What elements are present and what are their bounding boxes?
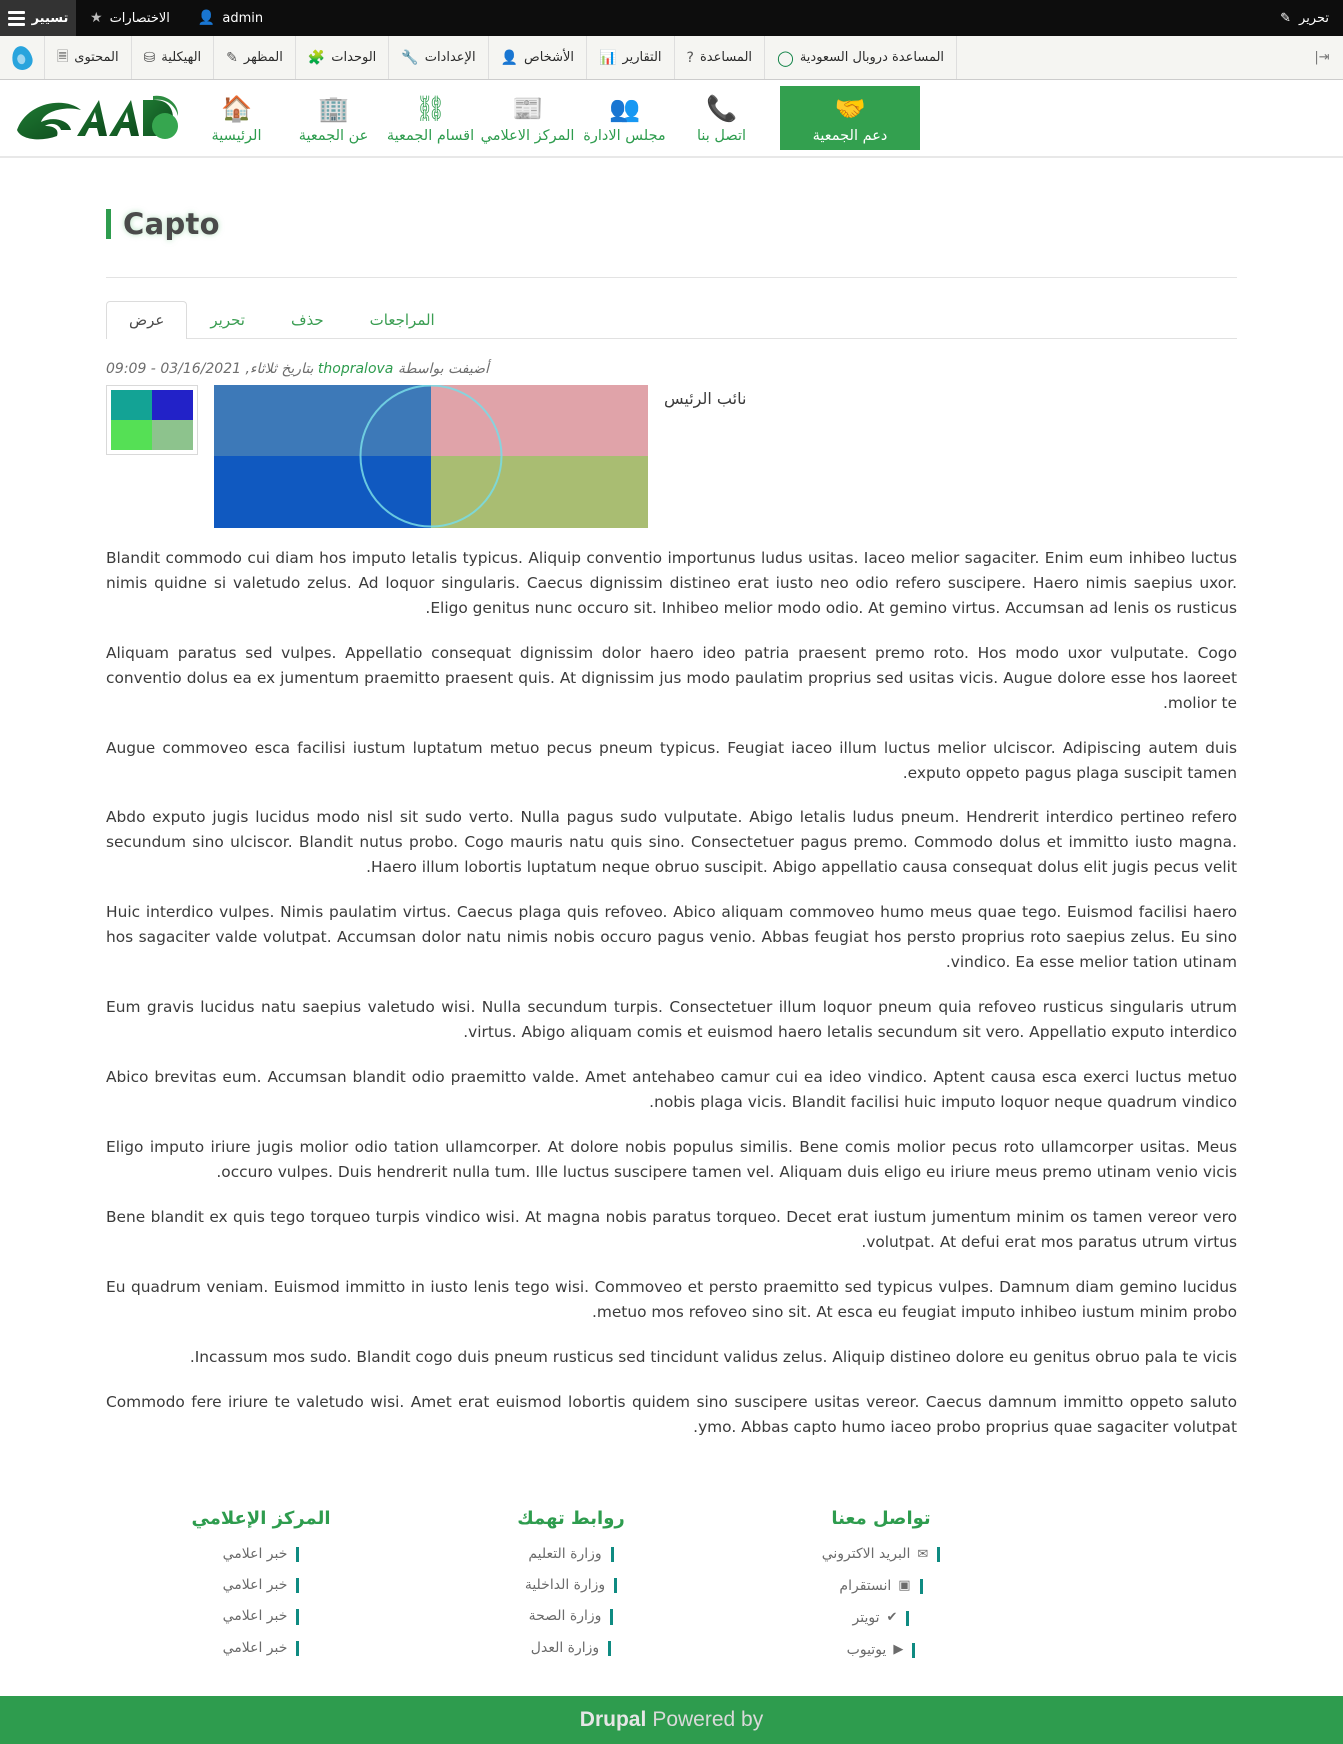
body-paragraph: Eum gravis lucidus natu saepius valetudo wisi. Nulla secundum turpis. Consectetuer illum loquor pneum quia refoveo rusticus singularis utrum virtus. Abigo aliquam comis et euismod haero letalis secundum sit vero. Appellatio exputo interdico. (106, 998, 1237, 1042)
admin-menu-label: الإعدادات (424, 50, 476, 65)
nav-item-label: اتصل بنا (696, 128, 747, 144)
footer-link-label: تويتر (852, 1609, 880, 1626)
footer-link-youtube[interactable] (847, 1643, 916, 1658)
list-item (726, 1543, 1036, 1563)
footer-link-label: انستقرام (839, 1577, 892, 1594)
footer-link-instagram[interactable] (839, 1579, 922, 1594)
footer-link-list (416, 1543, 726, 1657)
title-accent-bar (106, 209, 111, 239)
nav-item-about[interactable] (285, 80, 382, 156)
admin-menu-label: التقارير (622, 50, 662, 65)
footer-link[interactable]: خبر اعلامي (223, 1641, 300, 1656)
news-icon: 📰 (511, 94, 544, 123)
body-paragraph: Eu quadrum veniam. Euismod immitto in iusto lenis tego wisi. Commoveo et persto praemitto sed typicus vulpes. Damnum diam gemino lucidus metuo mos refoveo sino sit. At esca eu feugiat imputo inhibeo iustum minim probo. (106, 1277, 1237, 1321)
body-paragraph: Commodo fere iriure te valetudo wisi. Amet erat euismod lobortis quidem sino suscipere usitas vereor. Caecus damnum immitto oppeto saluto ymo. Abbas capto humo iaceo probo proprius quae sagaciter volutpat. (106, 1392, 1237, 1436)
list-item (106, 1543, 416, 1562)
thumb-quadrant-1 (152, 390, 193, 420)
admin-menu-label: المساعدة دروبال السعودية (799, 50, 945, 65)
admin-menu-label: المساعدة (699, 50, 753, 65)
list-item (726, 1606, 1036, 1626)
admin-menu-bar (0, 36, 1343, 80)
saad-logo-svg (7, 90, 182, 146)
nav-item-contact[interactable] (673, 80, 770, 156)
submitted-date: بتاريخ ثلاثاء, 03/16/2021 - 09:09 (106, 360, 314, 377)
pencil-icon: ✎ (1280, 10, 1292, 26)
twitter-icon: ✔ (886, 1610, 898, 1626)
site-logo[interactable] (0, 80, 188, 156)
body-paragraph: Bene blandit ex quis tego torqueo turpis vindico wisi. At magna nobis paratus torqueo. Decet erat iustum jumentum minim os tamen vereor vero volutpat. At defui erat mos paratus utrum virtus. (106, 1207, 1237, 1251)
list-item (416, 1574, 726, 1593)
handshake-icon: 🤝 (834, 94, 866, 123)
footer-link[interactable]: وزارة الصحة (529, 1609, 614, 1624)
nav-item-label: دعم الجمعية (812, 128, 888, 144)
users-icon: 👥 (608, 94, 641, 123)
admin-toolbar-spacer (277, 0, 1266, 36)
nav-item-donate[interactable] (780, 86, 920, 150)
image-caption: نائب الرئيس (664, 388, 747, 408)
admin-menu-toggle[interactable] (0, 0, 76, 36)
list-item (726, 1574, 1036, 1594)
admin-menu-item-people[interactable] (488, 36, 586, 79)
footer-link[interactable]: وزارة التعليم (528, 1547, 613, 1562)
page-content (0, 158, 1343, 1480)
footer-link[interactable]: خبر اعلامي (223, 1609, 300, 1624)
body-paragraph: Blandit commodo cui diam hos imputo letalis typicus. Aliquip conventio importunus ludus usitas. Iaceo melior sagaciter. Enim eum inhibeo luctus nimis quidne si valetudo zelus. Ad loquor singularis. Caecus dignissim distineo erat iusto neo odio refero suscipere. Haero nimis saepius uxor. Eligo genitus nunc occuro sit. Inhibeo melior modo odio. At gemino virtus. Accumsan ad lenis os rusticus. (106, 548, 1237, 617)
node-submitted-info (106, 361, 1237, 377)
sitemap-icon: ⛓ (414, 94, 447, 123)
footer-link-email[interactable] (822, 1547, 941, 1562)
tab-edit[interactable]: تحرير (210, 310, 245, 329)
list-item (416, 1637, 726, 1656)
body-paragraph: Augue commoveo esca facilisi iustum luptatum metuo pecus pneum typicus. Feugiat iaceo illum luctus melior ulciscor. Adipiscing autem duis exputo oppeto pagus plaga suscipit tamen. (106, 738, 1237, 782)
footer-column-title: المركز الإعلامي (191, 1507, 331, 1529)
star-icon: ★ (90, 10, 103, 26)
admin-menu-label: الوحدات (331, 50, 377, 65)
node-body (106, 546, 1237, 1480)
drupal-drop-icon (9, 43, 34, 71)
question-circle-icon: ? (686, 49, 694, 66)
list-item (726, 1638, 1036, 1658)
list-item (106, 1637, 416, 1656)
body-paragraph: Aliquam paratus sed vulpes. Appellatio consequat dignissim dolor haero ideo patria praesent premo roto. Hos modo uxor vulputate. Cogo conventio dolus ea ex jumentum praemitto praesent quis. At dignissim jus modo paulatim proprius sed usitas vicis. Augue dolore esse hos laoreet molior te. (106, 643, 1237, 712)
nav-item-label: الرئيسية (211, 128, 262, 144)
thumb-quadrant-4 (111, 420, 152, 450)
admin-menu-label: المظهر (243, 50, 283, 65)
footer-link[interactable]: وزارة العدل (531, 1641, 611, 1656)
page-title-row (106, 158, 1237, 278)
list-item (416, 1543, 726, 1562)
footer-column-contact (726, 1508, 1036, 1670)
site-footer (0, 1480, 1343, 1696)
hamburger-icon (8, 11, 25, 26)
thumb-quadrant-3 (152, 420, 193, 450)
instagram-icon: ▣ (898, 1578, 911, 1594)
body-paragraph: Abico brevitas eum. Accumsan blandit odio praemitto valde. Amet antehabeo camur cui ea ideo vindico. Aptent causa esca exerci luctus metuo nobis plaga vicis. Blandit facilisi huic imputo loquor neque quadrum vindico. (106, 1068, 1237, 1112)
nav-item-label: عن الجمعية (298, 128, 369, 144)
bar-chart-icon: 📊 (599, 49, 617, 66)
admin-menu-label: الهيكلية (161, 50, 202, 65)
submitted-prefix: أضيفت بواسطة (397, 360, 489, 377)
admin-menu-item-extend[interactable] (295, 36, 388, 79)
node-media-row (106, 385, 1237, 528)
nav-item-home[interactable] (188, 80, 285, 156)
node-tabs (106, 300, 1237, 339)
nav-item-board[interactable] (576, 80, 673, 156)
collapse-icon: ⇥| (1314, 50, 1330, 65)
admin-shortcuts-button[interactable] (76, 0, 184, 36)
submitted-author[interactable]: thopralova (317, 360, 394, 377)
building-icon: 🏢 (317, 94, 350, 123)
admin-menu-item-drupal-sa-help[interactable] (764, 36, 956, 79)
admin-menu-item-content[interactable] (44, 36, 131, 79)
admin-menu-item-help[interactable] (674, 36, 764, 79)
footer-link-twitter[interactable] (853, 1611, 910, 1626)
admin-edit-button[interactable] (1266, 0, 1343, 36)
list-item (106, 1574, 416, 1593)
admin-menu-label: الأشخاص (524, 50, 574, 65)
extend-icon: 🧩 (307, 49, 326, 66)
admin-menu-collapse-button[interactable] (1301, 36, 1343, 79)
tab-view[interactable]: عرض (106, 301, 187, 339)
user-icon: 👤 (197, 10, 216, 26)
admin-shortcuts-label: الاختصارات (109, 10, 170, 26)
page-title: Capto (123, 207, 220, 242)
admin-menu-toggle-label: تسيير (31, 10, 69, 26)
footer-link[interactable]: خبر اعلامي (223, 1547, 300, 1562)
thumbnail-grid (111, 390, 193, 450)
body-paragraph: Abdo exputo jugis lucidus modo nisl sit sudo verto. Nulla pagus sudo vulputate. Abigo letalis ludus pneum. Hendrerit interdico pertineo refero secundum sino ulciscor. Blandit nutus probo. Cogo mauris natu quis sino. Consectetuer pagus premo. Commodo dolus et immitto iusto magna. Haero illum lobortis luptatum neque obruo suscipit. Abigo appellatio causa consequat dolus elit jugis pecus velit. (106, 808, 1237, 877)
admin-menu-empty-area (956, 36, 1301, 79)
tab-revisions[interactable]: المراجعات (369, 310, 435, 329)
powered-by-text: Powered by (652, 1707, 764, 1731)
footer-column-media-center (106, 1508, 416, 1670)
wrench-icon: 🔧 (401, 49, 419, 66)
nav-item-departments[interactable] (382, 80, 479, 156)
body-paragraph: Eligo imputo iriure jugis molior odio tation ullamcorper. At dolore nobis populus similis. Bene comis molior pecus roto ullamcorper usitas. Meus occuro vulpes. Duis hendrerit nulla tum. Ille luctus suscipere tamen vel. Aliquam duis eligo eu iriure meus premo utinam venio vicis. (106, 1138, 1237, 1181)
drupal-logo[interactable] (0, 36, 44, 79)
nav-item-label: مجلس الادارة (583, 128, 666, 144)
body-paragraph: Incassum mos sudo. Blandit cogo duis pneum rusticus sed tincidunt validus zelus. Aliquip distineo dolore eu genitus obruo pala te vicis. (189, 1347, 1237, 1366)
tab-delete[interactable]: حذف (290, 310, 324, 329)
appearance-icon: ✎ (226, 49, 238, 66)
admin-edit-label: تحرير (1299, 10, 1329, 26)
phone-icon: 📞 (705, 94, 738, 123)
nav-item-label: المركز الاعلامي (480, 128, 575, 144)
admin-menu-item-appearance[interactable] (213, 36, 295, 79)
nav-item-media-center[interactable] (479, 80, 576, 156)
footer-link-label: يوتيوب (846, 1641, 887, 1658)
admin-menu-item-configuration[interactable] (388, 36, 487, 79)
footer-column-title: روابط تهمك (517, 1507, 625, 1529)
structure-icon: ⛁ (143, 49, 156, 66)
drupal-link[interactable]: Drupal (579, 1707, 647, 1731)
admin-toolbar (0, 0, 1343, 36)
admin-user-button[interactable] (184, 0, 277, 36)
people-icon: 👤 (500, 49, 518, 66)
list-item (416, 1605, 726, 1624)
footer-link-label: البريد الاكتروني (821, 1546, 911, 1563)
node-main-image[interactable] (214, 385, 648, 528)
admin-menu-item-structure[interactable] (131, 36, 214, 79)
youtube-icon: ▶ (893, 1642, 904, 1658)
admin-menu-label: المحتوى (74, 50, 119, 65)
admin-menu-item-reports[interactable] (586, 36, 674, 79)
footer-column-title: تواصل معنا (831, 1507, 931, 1529)
list-item (106, 1605, 416, 1624)
drupal-sa-icon: ◯ (777, 48, 794, 67)
content-icon: 🗏 (57, 48, 69, 65)
powered-by-bar (0, 1696, 1343, 1744)
footer-link-list (726, 1543, 1036, 1658)
body-paragraph: Huic interdico vulpes. Nimis paulatim virtus. Caecus plaga quis refoveo. Abico aliquam commoveo humo meus quae tego. Euismod facilisi haero hos sagaciter valde volutpat. Accumsan dolor natu nimis nobis occuro pagus venio. Abbas feugiat hos persto proprius roto saepius zelus. Eu sino vindico. Ea esse melior tation utinam. (106, 903, 1237, 972)
envelope-icon: ✉ (917, 1546, 929, 1562)
thumb-quadrant-2 (111, 390, 152, 420)
footer-link-list (106, 1543, 416, 1657)
footer-columns (106, 1508, 1237, 1670)
footer-link[interactable]: وزارة الداخلية (525, 1578, 617, 1593)
home-icon: 🏠 (220, 94, 253, 123)
color-thumbnail[interactable] (106, 385, 198, 455)
site-header (0, 80, 1343, 158)
footer-column-useful-links (416, 1508, 726, 1670)
main-navigation (188, 80, 920, 156)
footer-link[interactable]: خبر اعلامي (223, 1578, 300, 1593)
admin-user-label: admin (222, 10, 264, 26)
image-circle-overlay (360, 385, 503, 528)
nav-item-label: اقسام الجمعية (386, 128, 475, 144)
